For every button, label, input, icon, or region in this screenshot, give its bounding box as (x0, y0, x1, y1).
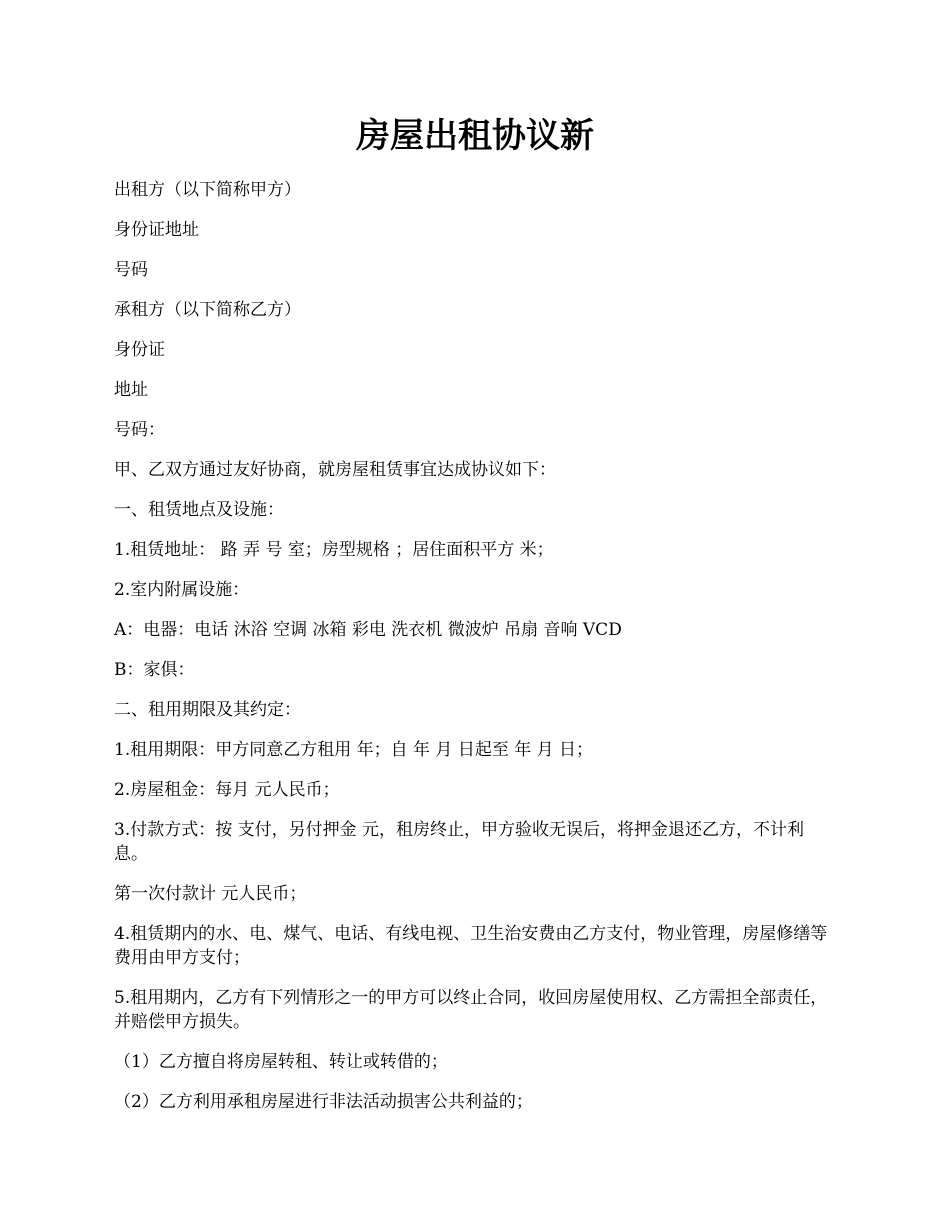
paragraph-first-payment: 第一次付款计 元人民币； (114, 884, 307, 904)
paragraph-lessee-number: 号码： (114, 420, 165, 440)
section-heading-location: 一、租赁地点及设施： (114, 500, 284, 520)
paragraph-lessee-id: 身份证 (114, 340, 165, 360)
paragraph-furniture: B：家俱： (114, 660, 195, 680)
paragraph-lessor: 出租方（以下简称甲方） (114, 180, 301, 200)
paragraph-agreement-intro: 甲、乙双方通过友好协商，就房屋租赁事宜达成协议如下： (114, 460, 556, 480)
document-body (114, 178, 838, 1130)
paragraph-lessor-id-address: 身份证地址 (114, 220, 199, 240)
paragraph-rental-term: 1.租用期限：甲方同意乙方租用 年；自 年 月 日起至 年 月 日； (114, 740, 594, 760)
paragraph-appliances: A：电器：电话 沐浴 空调 冰箱 彩电 洗衣机 微波炉 吊扇 音响 VCD (114, 620, 622, 640)
paragraph-rental-address: 1.租赁地址： 路 弄 号 室；房型规格 ；居住面积平方 米； (114, 540, 554, 560)
paragraph-facilities: 2.室内附属设施： (114, 580, 250, 600)
paragraph-rent: 2.房屋租金：每月 元人民币； (114, 780, 340, 800)
paragraph-lessee-address: 地址 (114, 380, 148, 400)
paragraph-termination: 5.租用期内，乙方有下列情形之一的甲方可以终止合同，收回房屋使用权、乙方需担全部责任，并赔偿甲方损失。 (114, 988, 828, 1032)
paragraph-payment-method: 3.付款方式：按 支付，另付押金 元，租房终止，甲方验收无误后，将押金退还乙方，不计利息。 (114, 820, 805, 864)
paragraph-utilities: 4.租赁期内的水、电、煤气、电话、有线电视、卫生治安费由乙方支付，物业管理，房屋修缮等费用由甲方支付； (114, 924, 828, 968)
paragraph-termination-item-2: （2）乙方利用承租房屋进行非法活动损害公共利益的； (114, 1092, 533, 1112)
paragraph-termination-item-1: （1）乙方擅自将房屋转租、转让或转借的； (114, 1052, 448, 1072)
section-heading-term: 二、租用期限及其约定： (114, 700, 301, 720)
paragraph-lessee: 承租方（以下简称乙方） (114, 300, 301, 320)
paragraph-lessor-number: 号码 (114, 260, 148, 280)
document-title: 房屋出租协议新 (356, 116, 594, 156)
